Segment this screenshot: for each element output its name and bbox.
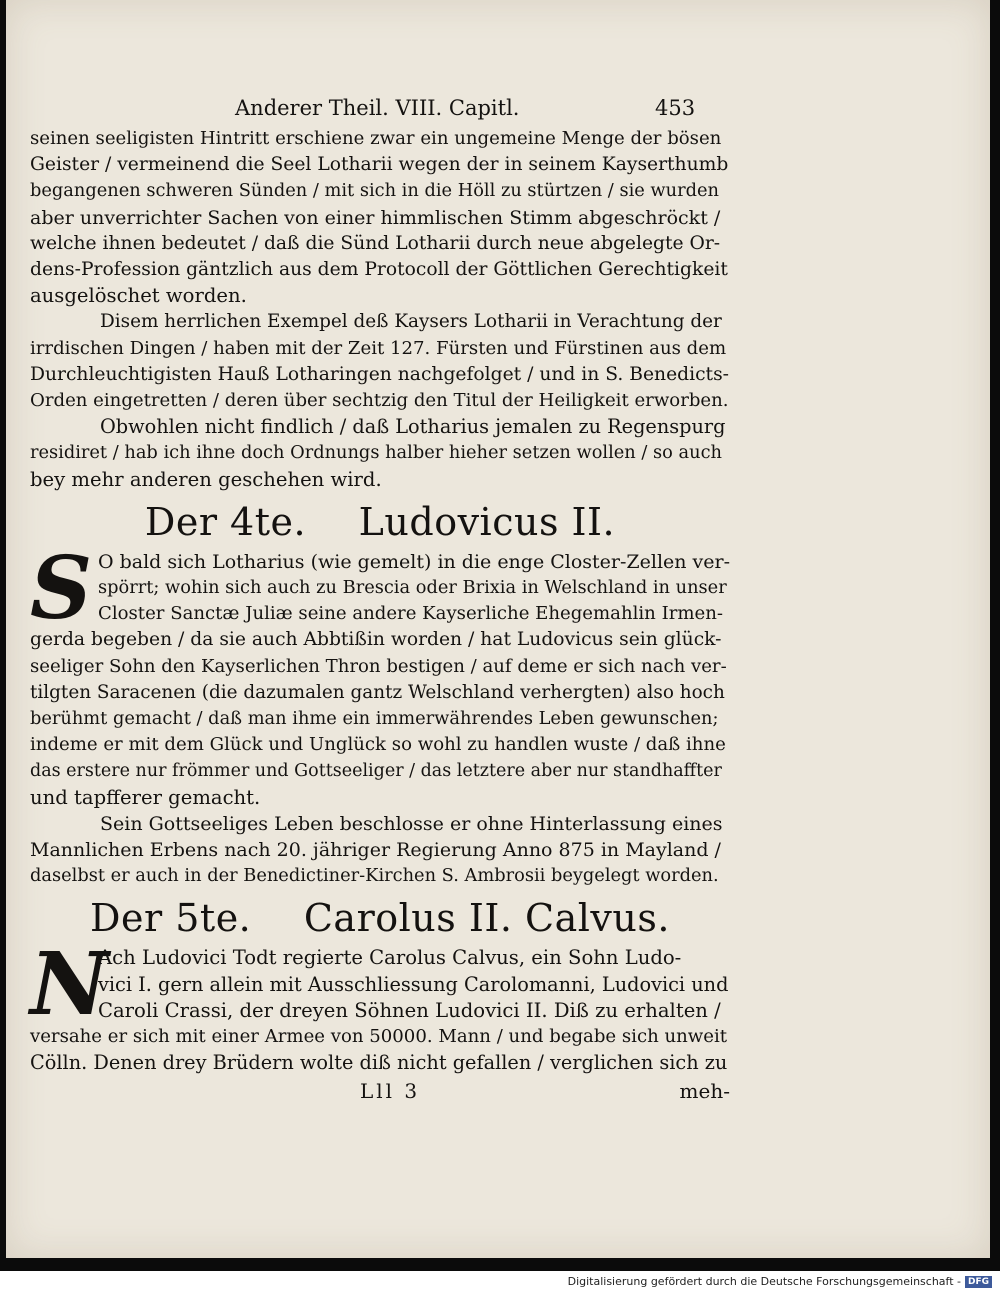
text-line: gerda begeben / da sie auch Abbtißin worden / hat Ludovicus sein glück- [30,629,722,651]
page-footer [30,1077,730,1107]
text-line: Mannlichen Erbens nach 20. jähriger Regierung Anno 875 in Mayland / [30,839,721,862]
text-line: seeliger Sohn den Kayserlichen Thron bestigen / auf deme er sich nach ver- [30,655,727,677]
page-number: 453 [655,96,696,120]
section-heading-5 [30,889,730,945]
text-line: seinen seeligisten Hintritt erschiene zwar ein ungemeine Menge der bösen [30,128,722,149]
signature-mark: Lll 3 [360,1078,421,1103]
text-line: versahe er sich mit einer Armee von 50000. Mann / und begabe sich unweit [30,1026,728,1048]
heading-name: Ludovicus II. [358,499,616,544]
drop-cap: N [30,934,109,1036]
text-line: bey mehr anderen geschehen wird. [30,467,382,491]
text-line: ausgelöschet worden. [30,284,247,308]
paragraph-1 [30,126,730,309]
paragraph-6 [30,934,730,1076]
book-page [6,0,990,1258]
section-5-body [30,934,730,1076]
text-line: residiret / hab ich ihne doch Ordnungs halber hieher setzen wollen / so auch [30,442,722,464]
text-line: Durchleuchtigisten Hauß Lotharingen nachgefolget / und in S. Benedicts- [30,363,729,385]
text-line: berühmt gemacht / daß man ihme ein immerwährendes Leben gewunschen; [30,708,719,730]
dfg-logo: DFG [965,1276,992,1288]
page-text [30,96,730,1107]
text-line: O bald sich Lotharius (wie gemelt) in die enge Closter-Zellen ver- [98,550,731,573]
text-line: spörrt; wohin sich auch zu Brescia oder Brixia in Welschland in unser [98,577,727,599]
text-line: begangenen schweren Sünden / mit sich in die Höll zu stürtzen / sie wurden [30,180,719,202]
text-line: Caroli Crassi, der dreyen Söhnen Ludovici II. Diß zu erhalten / [98,998,721,1022]
text-line: und tapfferer gemacht. [30,785,261,809]
text-line: Sein Gottseeliges Leben beschlosse er ohne Hinterlassung eines [100,812,723,835]
running-title: Anderer Theil. VIII. Capitl. [235,96,520,120]
text-line: Closter Sanctæ Juliæ seine andere Kayserliche Ehegemahlin Irmen- [98,603,724,625]
text-line: aber unverrichter Sachen von einer himmlischen Stimm abgeschröckt / [30,206,721,229]
text-line: indeme er mit dem Glück und Unglück so wohl zu handlen wuste / daß ihne [30,734,726,756]
text-line: irrdischen Dingen / haben mit der Zeit 127. Fürsten und Fürstinen aus dem [30,337,727,359]
heading-name: Carolus II. Calvus. [303,896,670,941]
running-head [30,96,730,126]
text-line: Disem herrlichen Exempel deß Kaysers Lotharii in Verachtung der [100,311,722,333]
text-line: dens-Profession gäntzlich aus dem Protocoll der Göttlichen Gerechtigkeit [30,259,728,281]
section-heading-4 [30,493,730,549]
paragraph-3 [30,414,730,493]
text-line: daselbst er auch in der Benedictiner-Kirchen S. Ambrosii beygelegt worden. [30,865,719,887]
section-4-body [30,537,731,811]
text-line: Cölln. Denen drey Brüdern wolte diß nicht gefallen / verglichen sich zu [30,1051,728,1075]
catchword: meh- [679,1078,730,1103]
paragraph-4 [30,537,731,811]
digitization-credit [568,1272,992,1291]
text-line: Ach Ludovici Todt regierte Carolus Calvus, ein Sohn Ludo- [98,946,682,970]
text-line: Orden eingetretten / deren über sechtzig den Titul der Heiligkeit erworben. [30,390,729,412]
text-line: Geister / vermeinend die Seel Lotharii wegen der in seinem Kayserthumb [30,154,729,176]
text-line: das erstere nur frömmer und Gottseeliger / das letztere aber nur standhaffter [30,761,722,782]
text-line: welche ihnen bedeutet / daß die Sünd Lotharii durch neue abgelegte Or- [30,232,721,254]
paragraph-5 [30,811,730,890]
text-line: tilgten Saracenen (die dazumalen gantz Welschland verhergten) also hoch [30,681,725,703]
text-line: Obwohlen nicht findlich / daß Lotharius jemalen zu Regenspurg [100,415,726,439]
heading-ordinal: Der 4te. [144,499,307,544]
paragraph-2 [30,309,730,414]
credit-text: Digitalisierung gefördert durch die Deutsche Forschungsgemeinschaft - [567,1275,961,1288]
heading-ordinal: Der 5te. [90,896,252,941]
drop-cap: S [30,537,93,639]
text-line: vici I. gern allein mit Ausschliessung Carolomanni, Ludovici und [98,972,729,996]
